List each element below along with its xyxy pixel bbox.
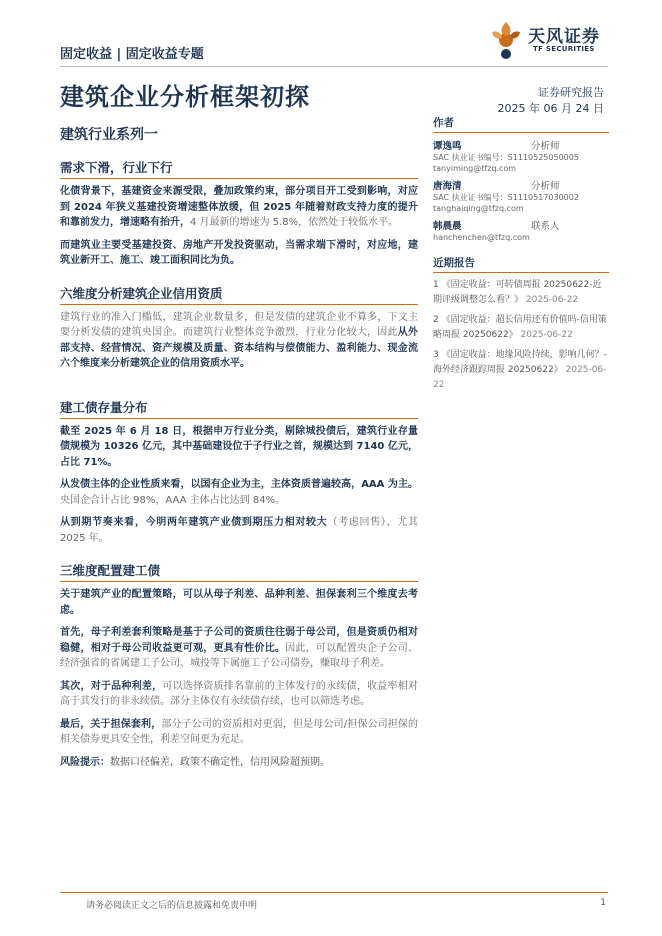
risk-warning: 风险提示：数据口径偏差，政策不确定性，信用风险超预期。 — [60, 756, 330, 768]
header-category: 固定收益 | 固定收益专题 — [60, 47, 204, 62]
paragraph: 其次，对于品种利差，可以选择资质排名靠前的主体发行的永续债，收益率相对高于其发行的非永续债。部分主体仅有永续债存续，也可以筛选考虑。 — [60, 680, 419, 707]
recent-report-item[interactable]: 1 《固定收益：可转债周报 20250622-近期评级调整怎么看？》 2025-06-22 — [433, 280, 602, 305]
brand-name-cn: 天风证券 — [528, 27, 600, 47]
author-role: 分析师 — [531, 181, 560, 192]
author-name: 韩晨晨 — [433, 221, 462, 232]
author-entry — [433, 178, 609, 214]
report-type: 证券研究报告 — [538, 86, 604, 99]
paragraph: 建筑行业的准入门槛低，建筑企业数量多，但是发债的建筑企业不算多，下文主要分析发债的建筑央国企。而建筑行业整体竞争激烈，行业分化较大，因此从外部支持、经营情况、资产规模及质量、资本结构与偿债能力、盈利能力、现金流六个维度来分析建筑企业的信用资质水平。 — [60, 311, 419, 369]
paragraph: 关于建筑产业的配置策略，可以从母子利差、品种利差、担保套利三个维度去考虑。 — [60, 589, 418, 616]
main-content — [60, 148, 418, 777]
section-heading: 三维度配置建工债 — [60, 553, 418, 582]
author-email[interactable]: tanghaiqing@tfzq.com — [433, 204, 524, 213]
author-entry — [433, 138, 609, 174]
author-name: 谭逸鸣 — [433, 141, 462, 152]
sidebar — [433, 115, 609, 398]
paragraph: 而建筑业主要受基建投资、房地产开发投资驱动，当需求端下滑时，对应地，建筑业新开工、施工、竣工面积同比为负。 — [60, 239, 418, 266]
section-heading: 建工债存量分布 — [60, 390, 418, 419]
recent-report-item[interactable]: 3 《固定收益：地缘风险持续，影响几何？-海外经济跟踪周报 20250622》 2025-06-22 — [433, 350, 607, 390]
author-name: 唐海清 — [433, 181, 462, 192]
paragraph: 截至 2025 年 6 月 18 日，根据申万行业分类，剔除城投债后，建筑行业存量债规模为 10326 亿元，其中基础建设位于子行业之首，规模达到 7140 亿元，占比 71%。 — [60, 425, 418, 468]
author-role: 联系人 — [531, 221, 560, 232]
report-subtitle: 建筑行业系列一 — [60, 127, 158, 143]
author-cert: SAC 执业证书编号：S1110517030002 — [433, 193, 579, 202]
paragraph: 化债背景下，基建资金来源受限，叠加政策约束，部分项目开工受到影响，对应到 2024 年狭义基建投资增速整体放缓，但 2025 年随着财政支持力度的提升和靠前发力，增速略有抬升，4 月最新的增速为 5.8%，依然处于较低水平。 — [60, 186, 418, 228]
author-entry — [433, 218, 609, 243]
brand-name-en: TF SECURITIES — [533, 45, 595, 53]
authors-heading: 作者 — [433, 115, 609, 133]
footer-divider — [60, 892, 608, 893]
author-cert: SAC 执业证书编号：S1110525050005 — [433, 153, 579, 162]
report-title: 建筑企业分析框架初探 — [60, 83, 310, 111]
footer-disclaimer: 请务必阅读正文之后的信息披露和免责申明 — [86, 901, 258, 911]
paragraph: 从到期节奏来看，今明两年建筑产业债到期压力相对较大（考虑回售），尤其 2025 年。 — [60, 517, 419, 544]
section-heading: 六维度分析建筑企业信用资质 — [60, 276, 418, 305]
author-email[interactable]: hanchenchen@tfzq.com — [433, 233, 530, 242]
paragraph: 首先，母子利差套利策略是基于子公司的资质往往弱于母公司，但是资质仍相对稳健，相对于母公司收益更可观，更具有性价比。因此，可以配置央企子公司、经济强省的省属建工子公司、城投等下属施工子公司债券，赚取母子利差。 — [60, 627, 419, 669]
report-date: 2025 年 06 月 24 日 — [497, 102, 604, 115]
recent-reports-heading: 近期报告 — [433, 255, 609, 273]
page-number: 1 — [600, 898, 606, 908]
paragraph: 从发债主体的企业性质来看，以国有企业为主，主体资质普遍较高，AAA 为主。央国企合计占比 98%，AAA 主体占比达到 84%。 — [60, 479, 419, 506]
section-heading: 需求下滑，行业下行 — [60, 150, 418, 179]
author-role: 分析师 — [531, 141, 560, 152]
recent-report-item[interactable]: 2 《固定收益：超长信用还有价值吗-信用策略周报 20250622》 2025-06-22 — [433, 315, 607, 340]
author-email[interactable]: tanyiming@tfzq.com — [433, 164, 517, 173]
paragraph: 最后，关于担保套利，部分子公司的资质相对更弱，但是母公司/担保公司担保的相关债券更具安全性，利差空间更为充足。 — [60, 718, 419, 745]
header-divider — [60, 66, 608, 67]
